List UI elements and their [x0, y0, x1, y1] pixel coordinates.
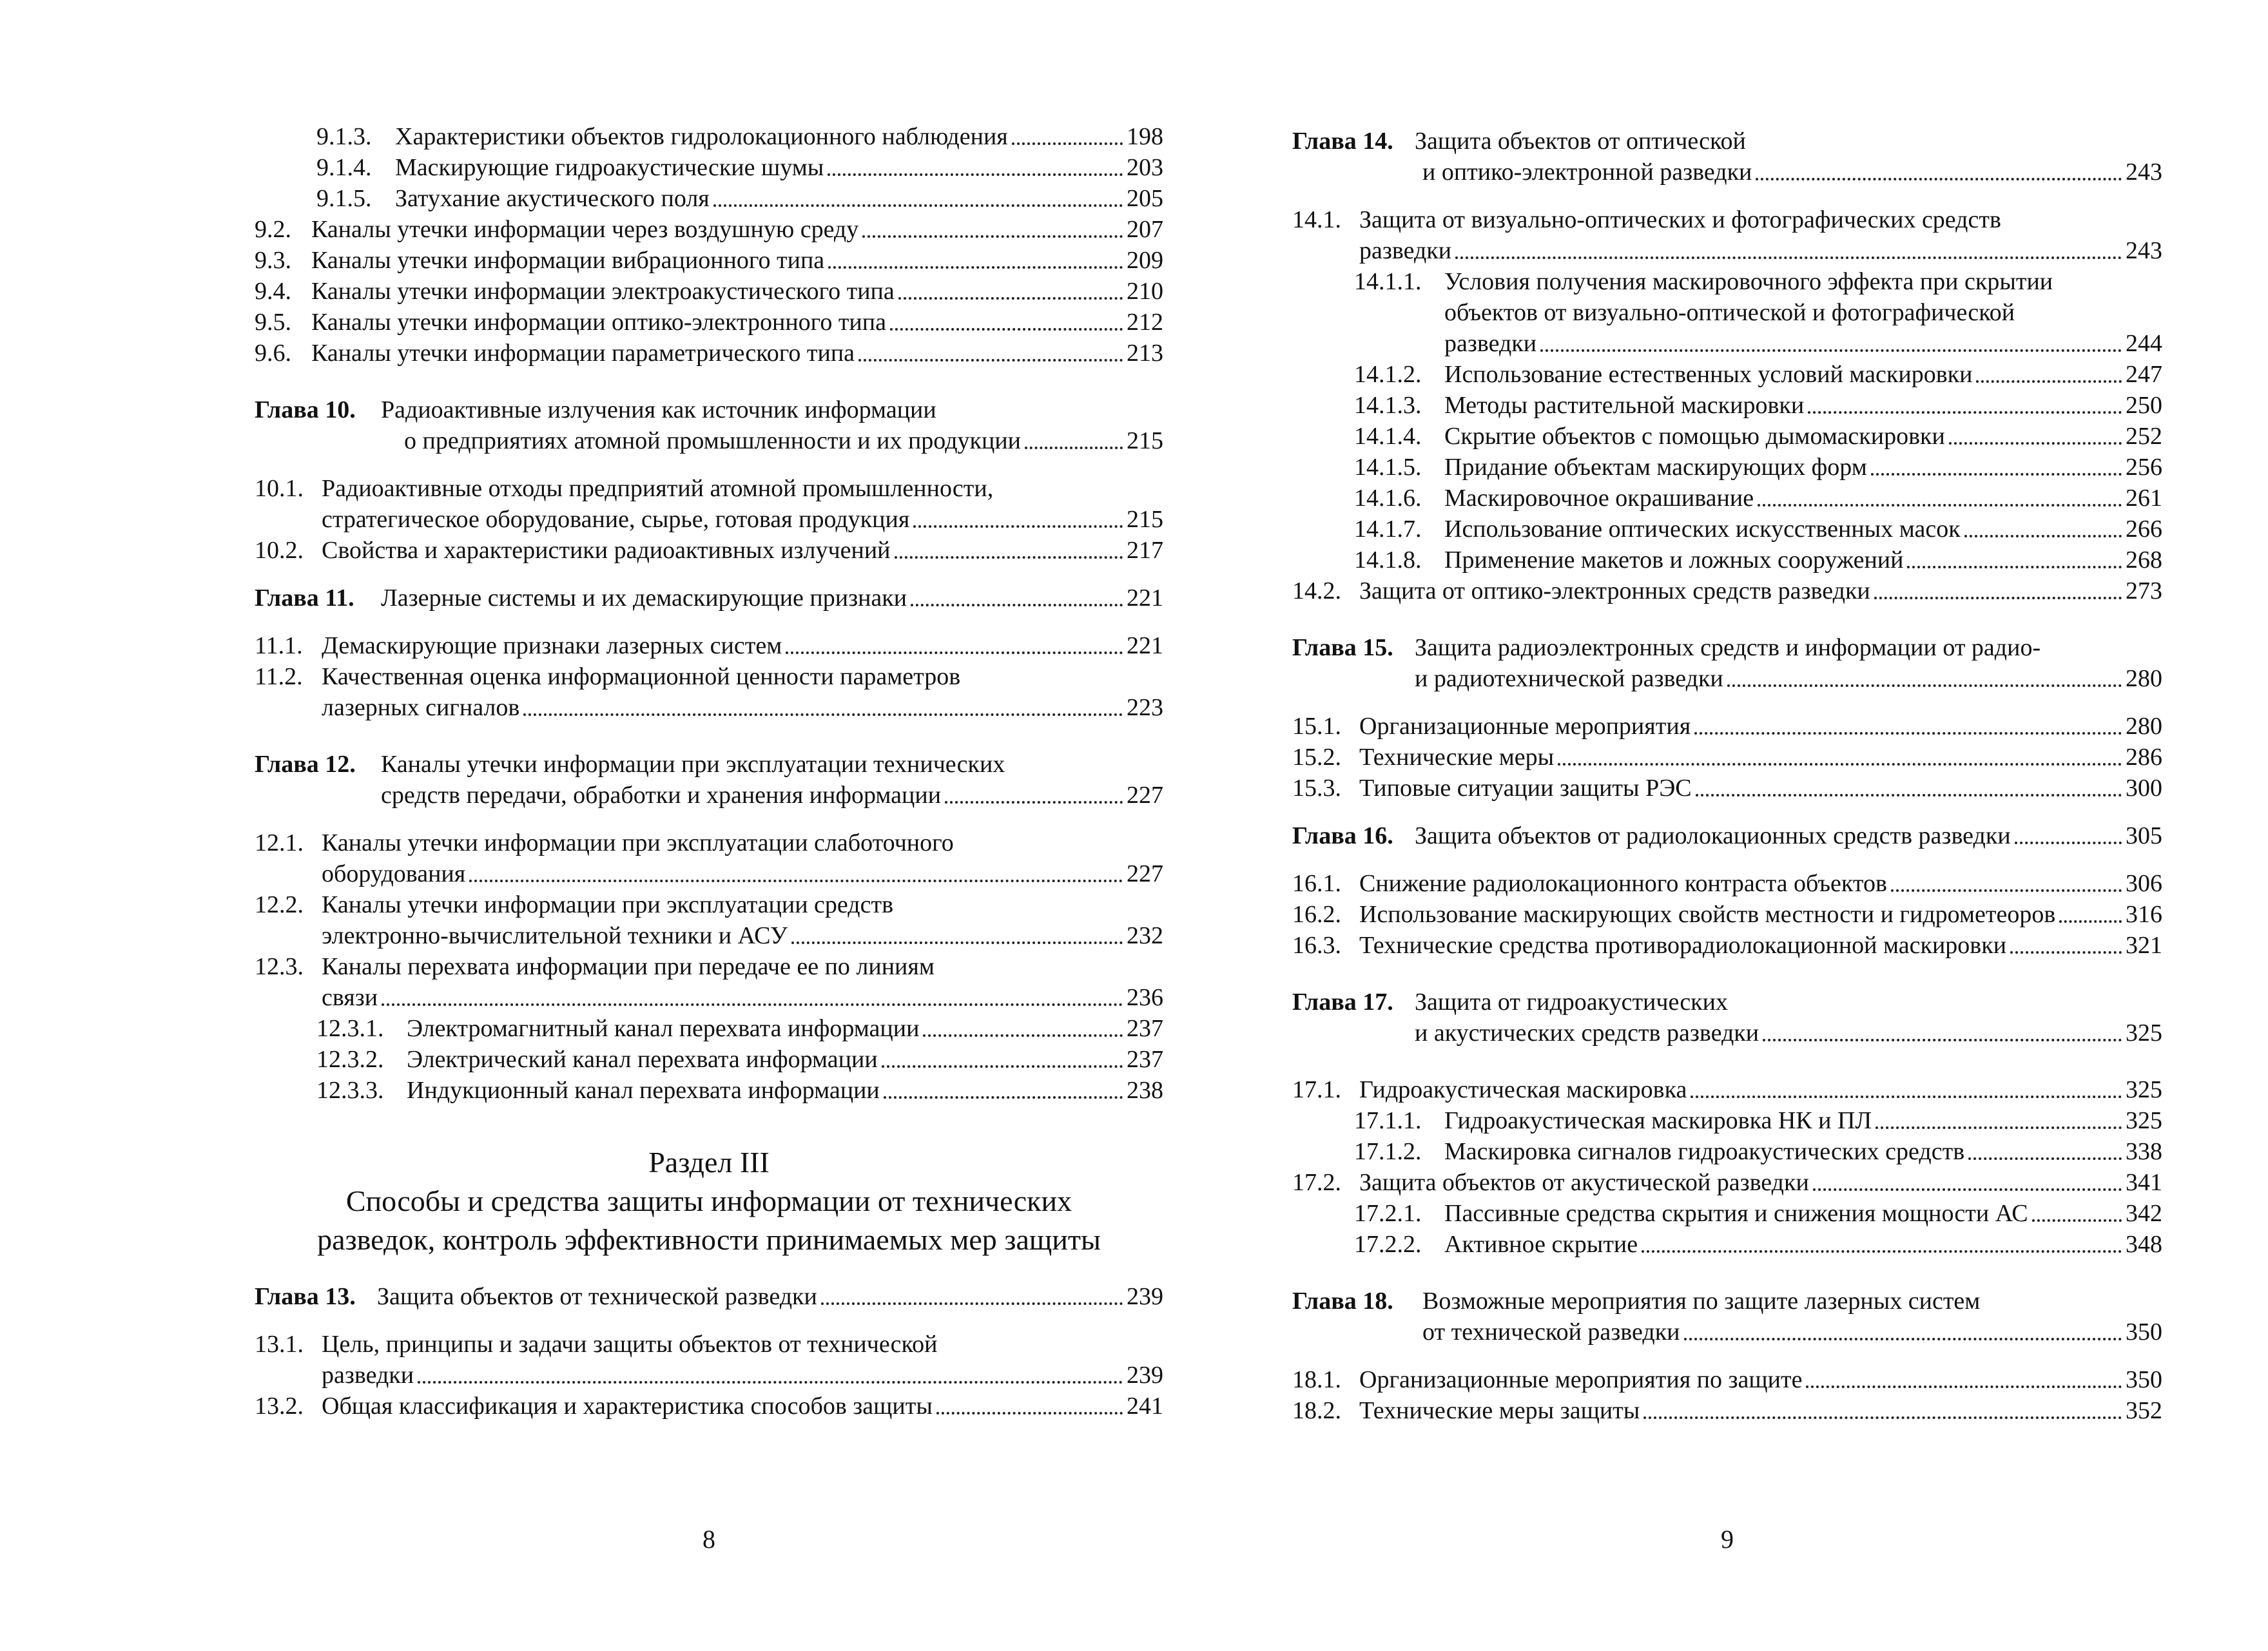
chapter-label: Глава 14.	[1292, 128, 1393, 155]
section-label: Раздел III	[648, 1146, 770, 1179]
toc-entry	[1292, 1229, 2162, 1260]
entry-title-line: Защита от визуально-оптических и фотографических средств	[1359, 206, 2001, 233]
toc-chapter	[255, 583, 1163, 613]
entry-page: 213	[1127, 340, 1163, 367]
dot-leader	[1696, 794, 2122, 797]
entry-number: 16.1.	[1292, 870, 1341, 897]
dot-leader	[1907, 566, 2122, 568]
toc-chapter	[255, 1281, 1163, 1312]
entry-page: 338	[2126, 1138, 2162, 1165]
toc-entry	[1292, 545, 2162, 575]
entry-page: 247	[2126, 361, 2162, 388]
toc-entry	[1292, 514, 2162, 545]
chapter-label: Глава 13.	[255, 1283, 356, 1310]
entry-number: 16.3.	[1292, 932, 1341, 959]
dot-leader	[1763, 1039, 2122, 1041]
entry-title: Технические меры	[1359, 744, 1555, 771]
toc-entry	[255, 183, 1163, 214]
dot-leader	[382, 1003, 1123, 1006]
toc-chapter	[255, 394, 1163, 456]
dot-leader	[2059, 920, 2122, 923]
chapter-label: Глава 11.	[255, 584, 354, 612]
toc-entry	[255, 1391, 1163, 1422]
entry-title: Каналы утечки информации оптико-электронного типа	[311, 309, 886, 336]
toc-entry	[255, 473, 1163, 535]
entry-number: 9.2.	[255, 216, 291, 243]
chapter-title-line: Защита радиоэлектронных средств и информации от радио-	[1415, 634, 2041, 661]
entry-page: 325	[2126, 1019, 2162, 1047]
entry-number: 10.2.	[255, 537, 304, 564]
toc-entry	[255, 535, 1163, 566]
toc-entry	[1292, 1136, 2162, 1167]
dot-leader	[523, 713, 1123, 716]
entry-page: 212	[1127, 309, 1163, 336]
entry-title-line: электронно-вычислительной техники и АСУ	[322, 922, 788, 949]
toc-entry	[1292, 575, 2162, 606]
chapter-title-line: и оптико-электронной разведки	[1422, 159, 1752, 186]
entry-number: 12.3.	[255, 953, 304, 980]
entry-number: 17.1.	[1292, 1076, 1341, 1103]
entry-number: 14.1.7.	[1354, 516, 1422, 543]
dot-leader	[895, 556, 1123, 559]
entry-page: 198	[1127, 123, 1163, 150]
entry-number: 17.2.2.	[1354, 1231, 1422, 1258]
dot-leader	[945, 801, 1123, 804]
entry-page: 227	[1127, 782, 1163, 809]
dot-leader	[1875, 1126, 2122, 1129]
entry-title: Использование оптических искусственных масок	[1444, 516, 1961, 543]
entry-number: 15.1.	[1292, 713, 1341, 740]
dot-leader	[2015, 842, 2122, 844]
entry-title: Применение макетов и ложных сооружений	[1444, 546, 1904, 574]
entry-number: 16.2.	[1292, 901, 1341, 928]
entry-page: 232	[1127, 922, 1163, 949]
entry-title: Скрытие объектов с помощью дымомаскировки	[1444, 423, 1945, 450]
entry-page: 221	[1127, 632, 1163, 659]
toc-chapter	[255, 749, 1163, 811]
chapter-label: Глава 12.	[255, 751, 356, 778]
entry-page: 286	[2126, 744, 2162, 771]
dot-leader	[1813, 1188, 2122, 1191]
entry-page: 239	[1127, 1362, 1163, 1389]
toc-entry	[255, 1075, 1163, 1106]
entry-page: 280	[2126, 665, 2162, 692]
dot-leader	[828, 173, 1123, 176]
entry-number: 14.2.	[1292, 577, 1341, 604]
entry-title-line: Каналы утечки информации при эксплуатации средств	[322, 891, 894, 918]
chapter-title-line: средств передачи, обработки и хранения информации	[381, 782, 942, 809]
entry-page: 341	[2126, 1169, 2162, 1196]
entry-number: 12.3.1.	[316, 1015, 384, 1042]
dot-leader	[1756, 178, 2122, 180]
section-title-line: разведок, контроль эффективности принимаемых мер защиты	[317, 1223, 1101, 1256]
entry-title-line: объектов от визуально-оптической и фотографической	[1444, 299, 2015, 326]
entry-title-line: Цель, принципы и задачи защиты объектов от технической	[322, 1331, 938, 1358]
dot-leader	[898, 297, 1123, 300]
dot-leader	[1949, 442, 2122, 445]
chapter-label: Глава 18.	[1292, 1288, 1393, 1315]
toc-entry	[1292, 1074, 2162, 1105]
toc-chapter	[1292, 820, 2162, 851]
entry-page: 266	[2126, 516, 2162, 543]
toc-right	[1292, 126, 2162, 1426]
entry-page: 250	[2126, 392, 2162, 419]
dot-leader	[1727, 684, 2122, 687]
dot-leader	[828, 266, 1123, 269]
chapter-title-line: от технической разведки	[1422, 1318, 1680, 1346]
toc-chapter	[1292, 987, 2162, 1048]
entry-title: Гидроакустическая маскировка НК и ПЛ	[1444, 1107, 1872, 1134]
toc-entry	[255, 152, 1163, 183]
entry-title: Типовые ситуации защиты РЭС	[1359, 775, 1692, 802]
entry-title: Организационные мероприятия	[1359, 713, 1691, 740]
entry-page: 237	[1127, 1046, 1163, 1073]
toc-entry	[1292, 1395, 2162, 1426]
entry-title: Общая классификация и характеристика способов защиты	[322, 1393, 933, 1420]
entry-title-line: Условия получения маскировочного эффекта при скрытии	[1444, 268, 2053, 295]
chapter-title-line: и акустических средств разведки	[1415, 1019, 1759, 1047]
entry-number: 9.1.4.	[316, 154, 372, 181]
entry-page: 209	[1127, 247, 1163, 274]
dot-leader	[1808, 411, 2122, 414]
dot-leader	[1968, 1157, 2122, 1160]
entry-page: 273	[2126, 577, 2162, 604]
toc-entry	[1292, 359, 2162, 390]
dot-leader	[890, 328, 1123, 331]
toc-entry	[1292, 1105, 2162, 1136]
entry-title: Придание объектам маскирующих форм	[1444, 454, 1867, 481]
entry-number: 11.1.	[255, 632, 303, 659]
entry-number: 14.1.2.	[1354, 361, 1422, 388]
entry-number: 9.1.3.	[316, 123, 372, 150]
toc-entry	[255, 1329, 1163, 1391]
toc-entry	[255, 214, 1163, 245]
entry-title: Свойства и характеристики радиоактивных излучений	[322, 537, 891, 564]
entry-title: Характеристики объектов гидролокационного наблюдения	[395, 123, 1008, 150]
entry-number: 14.1.3.	[1354, 392, 1422, 419]
toc-entry	[1292, 773, 2162, 804]
page-number: 9	[1721, 1525, 1734, 1554]
chapter-label: Глава 10.	[255, 396, 356, 423]
entry-page: 243	[2126, 159, 2162, 186]
toc-entry	[1292, 390, 2162, 421]
chapter-title-line: Защита объектов от радиолокационных средств разведки	[1415, 822, 2011, 849]
dot-leader	[2032, 1219, 2122, 1222]
toc-entry	[255, 951, 1163, 1013]
toc-chapter	[1292, 632, 2162, 694]
dot-leader	[882, 1065, 1123, 1068]
chapter-title-line: Радиоактивные излучения как источник информации	[381, 396, 936, 423]
entry-page: 243	[2126, 237, 2162, 264]
toc-entry	[255, 661, 1163, 723]
entry-title-line: Качественная оценка информационной ценности параметров	[322, 663, 961, 690]
dot-leader	[2010, 951, 2122, 954]
dot-leader	[1871, 473, 2122, 476]
chapter-title-line: Защита объектов от технической разведки	[377, 1283, 817, 1310]
entry-number: 9.4.	[255, 278, 291, 305]
dot-leader	[1691, 1096, 2122, 1098]
toc-entry	[1292, 452, 2162, 483]
toc-entry	[255, 276, 1163, 307]
entry-number: 14.1.6.	[1354, 485, 1422, 512]
entry-number: 9.5.	[255, 309, 291, 336]
section-title-line: Способы и средства защиты информации от технических	[345, 1184, 1072, 1217]
entry-number: 18.2.	[1292, 1397, 1341, 1424]
dot-leader	[1643, 1416, 2122, 1419]
entry-number: 18.1.	[1292, 1366, 1341, 1393]
entry-page: 261	[2126, 485, 2162, 512]
dot-leader	[1964, 535, 2122, 537]
toc-entry	[1292, 483, 2162, 514]
entry-page: 217	[1127, 537, 1163, 564]
entry-title-line: лазерных сигналов	[322, 694, 520, 721]
entry-number: 11.2.	[255, 663, 303, 690]
dot-leader	[911, 604, 1123, 606]
chapter-title-line: Каналы утечки информации при эксплуатации технических	[381, 751, 1005, 778]
entry-title: Каналы утечки информации параметрического типа	[311, 340, 855, 367]
entry-title: Защита от оптико-электронных средств разведки	[1359, 577, 1870, 604]
entry-number: 17.2.1.	[1354, 1200, 1422, 1227]
section-heading	[255, 1143, 1163, 1259]
dot-leader	[923, 1034, 1123, 1037]
entry-number: 10.1.	[255, 475, 304, 502]
toc-entry	[1292, 1364, 2162, 1395]
entry-title-line: разведки	[1359, 237, 1452, 264]
toc-entry	[255, 338, 1163, 369]
entry-page: 316	[2126, 901, 2162, 928]
dot-leader	[1976, 380, 2122, 383]
entry-number: 14.1.5.	[1354, 454, 1422, 481]
entry-title: Использование маскирующих свойств местности и гидрометеоров	[1359, 901, 2056, 928]
chapter-title-line: Возможные мероприятия по защите лазерных систем	[1422, 1288, 1981, 1315]
entry-number: 17.2.	[1292, 1169, 1341, 1196]
entry-title: Снижение радиолокационного контраста объектов	[1359, 870, 1887, 897]
entry-title: Демаскирующие признаки лазерных систем	[322, 632, 782, 659]
toc-entry	[255, 1044, 1163, 1075]
toc-entry	[255, 307, 1163, 338]
entry-title: Каналы утечки информации через воздушную среду	[311, 216, 859, 243]
dot-leader	[1684, 1338, 2122, 1340]
entry-title: Технические средства противорадиолокационной маскировки	[1359, 932, 2007, 959]
entry-number: 13.1.	[255, 1331, 304, 1358]
entry-number: 17.1.1.	[1354, 1107, 1422, 1134]
entry-number: 12.3.3.	[316, 1077, 384, 1104]
entry-title-line: связи	[322, 984, 378, 1011]
entry-page: 280	[2126, 713, 2162, 740]
entry-page: 348	[2126, 1231, 2162, 1258]
entry-page: 237	[1127, 1015, 1163, 1042]
entry-page: 352	[2126, 1397, 2162, 1424]
chapter-title-line: Защита объектов от оптической	[1415, 128, 1746, 155]
entry-title: Индукционный канал перехвата информации	[407, 1077, 880, 1104]
dot-leader	[418, 1381, 1123, 1384]
entry-page: 210	[1127, 278, 1163, 305]
entry-page: 252	[2126, 423, 2162, 450]
entry-title: Активное скрытие	[1444, 1231, 1638, 1258]
entry-number: 12.2.	[255, 891, 304, 918]
dot-leader	[469, 880, 1123, 882]
entry-page: 350	[2126, 1318, 2162, 1346]
entry-title: Затухание акустического поля	[395, 185, 710, 212]
toc-entry	[1292, 266, 2162, 359]
entry-page: 215	[1127, 427, 1163, 454]
dot-leader	[1455, 256, 2122, 259]
entry-page: 342	[2126, 1200, 2162, 1227]
entry-title: Организационные мероприятия по защите	[1359, 1366, 1803, 1393]
toc-chapter	[1292, 126, 2162, 188]
entry-title-line: Каналы перехвата информации при передаче ее по линиям	[322, 953, 935, 980]
dot-leader	[1558, 763, 2122, 766]
entry-number: 9.1.5.	[316, 185, 372, 212]
chapter-label: Глава 15.	[1292, 634, 1393, 661]
toc-entry	[1292, 930, 2162, 961]
toc-entry	[1292, 421, 2162, 452]
entry-page: 306	[2126, 870, 2162, 897]
entry-page: 268	[2126, 546, 2162, 574]
toc-chapter	[1292, 1286, 2162, 1347]
entry-page: 215	[1127, 506, 1163, 533]
chapter-title-line: Лазерные системы и их демаскирующие признаки	[381, 584, 907, 612]
toc-entry	[255, 889, 1163, 951]
toc-left	[255, 121, 1163, 1422]
entry-title: Методы растительной маскировки	[1444, 392, 1805, 419]
entry-title: Использование естественных условий маскировки	[1444, 361, 1973, 388]
toc-entry	[1292, 204, 2162, 266]
entry-page: 203	[1127, 154, 1163, 181]
entry-title: Маскировочное окрашивание	[1444, 485, 1754, 512]
entry-page: 238	[1127, 1077, 1163, 1104]
entry-page: 241	[1127, 1393, 1163, 1420]
entry-page: 321	[2126, 932, 2162, 959]
entry-title: Каналы утечки информации вибрационного типа	[311, 247, 825, 274]
entry-title: Электромагнитный канал перехвата информации	[407, 1015, 920, 1042]
entry-number: 14.1.8.	[1354, 546, 1422, 574]
entry-title: Маскировка сигналов гидроакустических средств	[1444, 1138, 1965, 1165]
entry-page: 325	[2126, 1107, 2162, 1134]
entry-title: Технические меры защиты	[1359, 1397, 1640, 1424]
dot-leader	[1806, 1385, 2122, 1388]
dot-leader	[862, 235, 1123, 238]
entry-title: Каналы утечки информации электроакустического типа	[311, 278, 895, 305]
entry-page: 223	[1127, 694, 1163, 721]
entry-page: 244	[2126, 330, 2162, 357]
toc-entry	[1292, 711, 2162, 742]
entry-page: 325	[2126, 1076, 2162, 1103]
entry-number: 15.2.	[1292, 744, 1341, 771]
dot-leader	[713, 204, 1123, 207]
dot-leader	[1891, 889, 2122, 892]
entry-number: 14.1.1.	[1354, 268, 1422, 295]
dot-leader	[1025, 447, 1123, 449]
entry-page: 350	[2126, 1366, 2162, 1393]
entry-title-line: Радиоактивные отходы предприятий атомной промышленности,	[322, 475, 994, 502]
dot-leader	[913, 525, 1123, 528]
entry-number: 13.2.	[255, 1393, 304, 1420]
entry-title-line: разведки	[322, 1362, 414, 1389]
toc-entry	[1292, 1167, 2162, 1198]
toc-entry	[255, 245, 1163, 276]
dot-leader	[858, 359, 1123, 362]
chapter-title-line: Защита от гидроакустических	[1415, 989, 1728, 1016]
dot-leader	[1874, 597, 2122, 599]
entry-number: 17.1.2.	[1354, 1138, 1422, 1165]
entry-number: 9.3.	[255, 247, 291, 274]
toc-entry	[255, 630, 1163, 661]
chapter-label: Глава 17.	[1292, 989, 1393, 1016]
entry-title: Защита объектов от акустической разведки	[1359, 1169, 1809, 1196]
toc-entry	[255, 1013, 1163, 1044]
entry-title: Гидроакустическая маскировка	[1359, 1076, 1687, 1103]
dot-leader	[1642, 1250, 2122, 1253]
dot-leader	[884, 1096, 1123, 1099]
dot-leader	[1694, 732, 2122, 735]
dot-leader	[1012, 142, 1123, 145]
dot-leader	[1758, 504, 2122, 507]
chapter-title-line: и радиотехнической разведки	[1415, 665, 1723, 692]
entry-page: 256	[2126, 454, 2162, 481]
toc-entry	[255, 121, 1163, 152]
entry-page: 300	[2126, 775, 2162, 802]
toc-entry	[1292, 1198, 2162, 1229]
entry-title-line: оборудования	[322, 860, 466, 887]
entry-page: 305	[2126, 822, 2162, 849]
dot-leader	[1540, 349, 2122, 352]
chapter-title-line: о предприятиях атомной промышленности и их продукции	[404, 427, 1022, 454]
toc-entry	[255, 827, 1163, 889]
chapter-label: Глава 16.	[1292, 822, 1393, 849]
toc-entry	[1292, 899, 2162, 930]
entry-title-line: стратегическое оборудование, сырье, готовая продукция	[322, 506, 910, 533]
entry-page: 239	[1127, 1283, 1163, 1310]
entry-number: 12.1.	[255, 829, 304, 856]
entry-number: 14.1.4.	[1354, 423, 1422, 450]
right-page	[1292, 0, 2162, 1651]
entry-title: Маскирующие гидроакустические шумы	[395, 154, 824, 181]
entry-page: 221	[1127, 584, 1163, 612]
page-number: 8	[703, 1525, 715, 1554]
entry-title-line: разведки	[1444, 330, 1537, 357]
entry-title: Электрический канал перехвата информации	[407, 1046, 878, 1073]
entry-number: 15.3.	[1292, 775, 1341, 802]
entry-page: 205	[1127, 185, 1163, 212]
toc-entry	[1292, 742, 2162, 773]
dot-leader	[791, 941, 1123, 944]
entry-number: 12.3.2.	[316, 1046, 384, 1073]
toc-entry	[1292, 868, 2162, 899]
entry-number: 14.1.	[1292, 206, 1341, 233]
entry-title: Пассивные средства скрытия и снижения мощности АС	[1444, 1200, 2028, 1227]
left-page	[255, 0, 1163, 1651]
dot-leader	[786, 652, 1123, 654]
dot-leader	[936, 1412, 1123, 1414]
entry-number: 9.6.	[255, 340, 291, 367]
entry-page: 227	[1127, 860, 1163, 887]
entry-page: 236	[1127, 984, 1163, 1011]
entry-page: 207	[1127, 216, 1163, 243]
entry-title-line: Каналы утечки информации при эксплуатации слаботочного	[322, 829, 954, 856]
dot-leader	[821, 1302, 1123, 1305]
